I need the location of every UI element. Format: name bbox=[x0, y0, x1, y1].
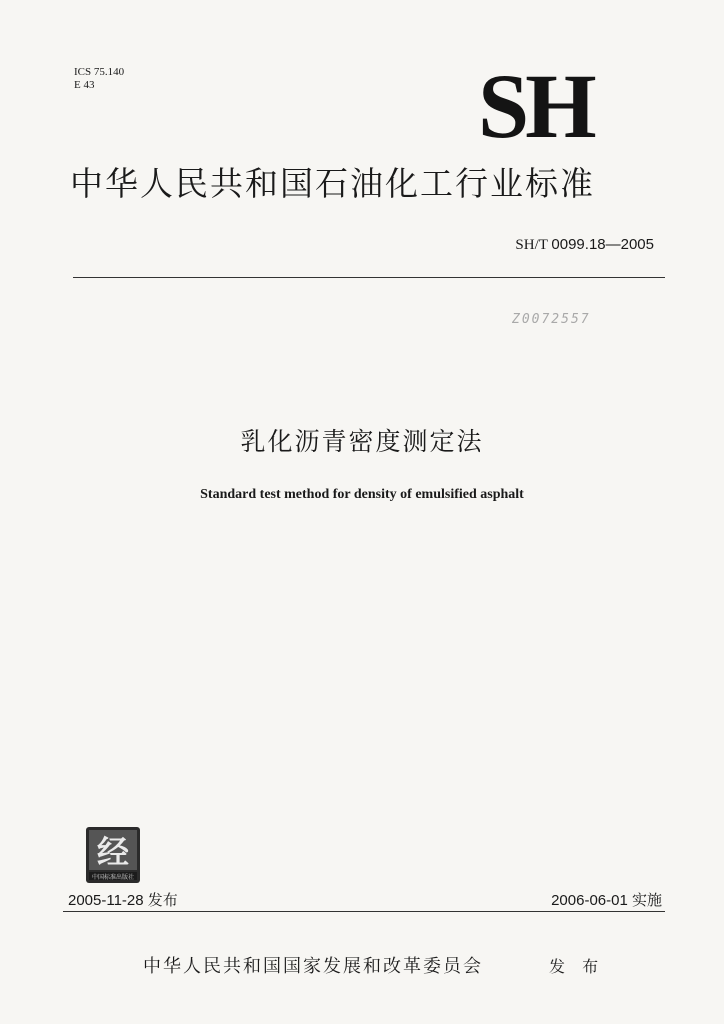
standard-code bbox=[515, 236, 654, 254]
document-title-chinese: 乳化沥青密度测定法 bbox=[240, 427, 484, 456]
publisher-name: 中华人民共和国国家发展和改革委员会 bbox=[143, 956, 483, 977]
ccs-code: E 43 bbox=[74, 79, 95, 91]
ics-code: ICS 75.140 bbox=[74, 66, 125, 78]
classification-codes bbox=[74, 66, 124, 92]
svg-text:经: 经 bbox=[96, 833, 130, 871]
document-title-english: Standard test method for density of emulsified asphalt bbox=[200, 487, 524, 502]
publish-label: 发 布 bbox=[549, 957, 605, 976]
standard-type-title: 中华人民共和国石油化工行业标准 bbox=[70, 164, 595, 203]
sh-logo: SH bbox=[478, 55, 593, 157]
standard-code-prefix: SH/T bbox=[515, 237, 548, 253]
svg-text:中国标准出版社: 中国标准出版社 bbox=[91, 874, 135, 881]
footer-divider bbox=[63, 911, 665, 912]
issue-date: 2005-11-28 发布 bbox=[68, 892, 178, 909]
implementation-date: 2006-06-01 实施 bbox=[551, 892, 662, 909]
publisher-seal-icon bbox=[85, 826, 141, 884]
standard-code-number: 0099.18—2005 bbox=[551, 236, 654, 253]
library-stamp: Z0072557 bbox=[512, 312, 591, 327]
header-divider bbox=[73, 277, 665, 278]
